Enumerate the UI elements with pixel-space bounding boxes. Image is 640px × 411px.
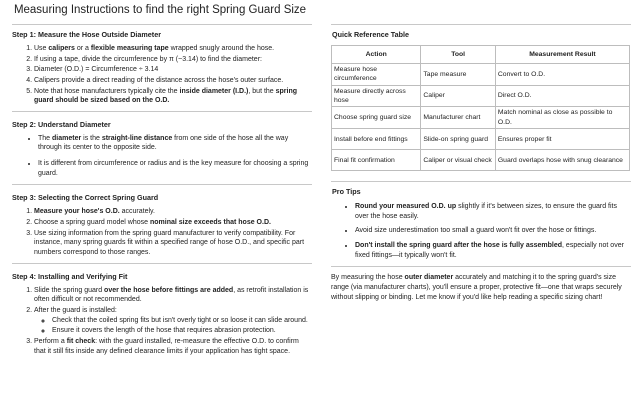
step-1-heading: Step 1: Measure the Hose Outside Diameter — [12, 30, 161, 39]
table-cell: Manufacturer chart — [421, 107, 496, 129]
text-run: Perform a — [34, 337, 67, 345]
step-2-list — [38, 134, 312, 179]
divider — [331, 266, 631, 267]
table-row — [332, 85, 630, 107]
divider — [12, 24, 312, 25]
text-run: If using a tape, divide the circumference by π (~3.14) to find the diameter: — [34, 55, 262, 63]
step-3-list — [34, 207, 312, 257]
list-item — [355, 202, 631, 221]
text-run: Use sizing information from the spring guard manufacturer to verify compatibility. For instance, many spring guards fit within a specified range of hose O.D., and specific part numbers correspond to those ranges. — [34, 229, 305, 256]
divider — [12, 111, 312, 112]
step-2-section — [12, 120, 312, 179]
list-item: ◦ Check that the coiled spring fits but isn't overly tight or so loose it can slide around. — [52, 316, 312, 326]
table-cell: Measure directly across hose — [332, 85, 421, 107]
emphasis-text: Round your measured O.D. up — [355, 203, 457, 211]
text-run: Calipers provide a direct reading of the distance across the hose's outer surface. — [34, 76, 284, 84]
text-run: wrapped snugly around the hose. — [168, 44, 275, 52]
table-cell: Measure hose circumference — [332, 63, 421, 85]
list-item — [38, 159, 312, 178]
list-item — [34, 229, 312, 258]
emphasis-text: fit check — [66, 337, 96, 345]
text-run: Use — [34, 44, 49, 52]
list-item — [34, 44, 312, 54]
table-cell: Final fit confirmation — [332, 150, 421, 171]
table-cell: Choose spring guard size — [332, 107, 421, 129]
emphasis-text: over the hose before fittings are added — [104, 286, 234, 294]
table-cell: Guard overlaps hose with snug clearance — [495, 150, 629, 171]
table-header-row — [332, 45, 630, 63]
table-cell: Ensures proper fit — [495, 129, 629, 150]
pro-tips-section — [331, 187, 631, 260]
list-item — [34, 218, 312, 228]
emphasis-text: spring guard should be sized based on the O.D. — [34, 87, 298, 105]
divider — [12, 184, 312, 185]
emphasis-text: outer diameter — [404, 274, 454, 282]
list-item — [38, 134, 312, 153]
text-run: It is different from circumference or radius and is the key measure for choosing a spring guard. — [38, 160, 309, 177]
table-cell: Install before end fittings — [332, 129, 421, 150]
step-1-section — [12, 30, 312, 106]
pro-tips-heading: Pro Tips — [332, 187, 361, 197]
list-item — [34, 306, 312, 336]
step-1-list — [34, 44, 312, 106]
step-3-heading: Step 3: Selecting the Correct Spring Guard — [12, 193, 159, 203]
table-row — [332, 150, 630, 171]
table-cell: Tape measure — [421, 63, 496, 85]
text-run: Diameter (O.D.) = Circumference ÷ 3.14 — [34, 66, 159, 74]
list-item — [34, 55, 312, 65]
emphasis-text: diameter — [52, 134, 82, 142]
list-item — [34, 207, 312, 217]
table-cell: Convert to O.D. — [495, 63, 629, 85]
list-item: ◦ Ensure it covers the length of the hose that requires abrasion protection. — [52, 326, 312, 336]
table-cell: Caliper — [421, 85, 496, 107]
table-cell: Slide-on spring guard — [421, 129, 496, 150]
list-item — [34, 337, 312, 356]
emphasis-text: Don't install the spring guard after the hose is fully assembled — [355, 242, 563, 250]
text-run: is the — [81, 134, 102, 142]
reference-column — [331, 24, 631, 302]
divider — [331, 24, 631, 25]
emphasis-text: straight-line distance — [101, 134, 173, 142]
text-run: Choose a spring guard model whose — [34, 219, 150, 227]
column-header: Action — [332, 45, 421, 63]
list-item — [355, 241, 631, 260]
emphasis-text: flexible measuring tape — [90, 44, 169, 52]
divider — [331, 181, 631, 182]
text-run: accurately and matching it to the spring guard's size range (via manufacturer charts), you'll ensure a proper, protective fit—one that wraps securely without slipping or binding. Let me know if you'd like help reading a specific sizing chart! — [331, 274, 622, 301]
list-item-text: After the guard is installed: — [34, 306, 117, 314]
text-run: slightly if it's between sizes, to ensure the guard fits over the hose easily. — [355, 203, 617, 220]
text-run: The — [38, 134, 53, 142]
step-4-sublist — [52, 316, 312, 336]
text-run: , as retrofit installation is often difficult or not recommended. — [34, 286, 309, 304]
table-row — [332, 63, 630, 85]
table-cell: Direct O.D. — [495, 85, 629, 107]
text-run: , but the — [248, 87, 276, 95]
step-4-heading: Step 4: Installing and Verifying Fit — [12, 271, 128, 281]
emphasis-text: nominal size exceeds that hose O.D. — [149, 219, 271, 227]
list-item — [355, 226, 631, 236]
table-cell: Caliper or visual check — [421, 150, 496, 171]
emphasis-text: inside diameter (I.D.) — [179, 87, 249, 95]
step-4-list — [34, 286, 312, 357]
list-item — [34, 286, 312, 305]
table-row — [332, 107, 630, 129]
table-heading: Quick Reference Table — [332, 30, 409, 39]
divider — [12, 263, 312, 264]
text-run: Avoid size underestimation too small a guard won't fit over the hose or fittings. — [355, 227, 597, 235]
table-row — [332, 129, 630, 150]
instructions-column — [12, 24, 312, 357]
table-cell: Match nominal as close as possible to O.D. — [495, 107, 629, 129]
column-header: Tool — [421, 45, 496, 63]
summary-paragraph — [331, 273, 631, 302]
emphasis-text: Measure your hose's O.D. — [34, 208, 120, 216]
text-run: By measuring the hose — [331, 274, 405, 282]
text-run: , especially not over fixed fittings—it typically won't fit. — [355, 242, 624, 259]
step-2-heading: Step 2: Understand Diameter — [12, 119, 111, 129]
reference-table — [331, 45, 630, 171]
text-run: Note that hose manufacturers typically cite the — [34, 87, 180, 95]
page-title: Measuring Instructions to find the right Spring Guard Size — [13, 4, 307, 16]
column-header: Measurement Result — [495, 45, 629, 63]
text-run: or a — [74, 44, 91, 52]
pro-tips-list — [355, 202, 631, 260]
step-3-section — [12, 193, 312, 257]
emphasis-text: calipers — [48, 44, 75, 52]
text-run: Slide the spring guard — [34, 286, 105, 294]
text-run: : with the guard installed, re-measure the effective O.D. to confirm that it still fits inside any defined clearance limits if your application has tight space. — [34, 337, 299, 355]
list-item — [34, 65, 312, 75]
list-item — [34, 76, 312, 86]
text-run: accurately. — [119, 208, 155, 216]
text-run: from one side of the hose all the way through its center to the opposite side. — [38, 134, 289, 152]
list-item — [34, 87, 312, 106]
step-4-section — [12, 272, 312, 357]
